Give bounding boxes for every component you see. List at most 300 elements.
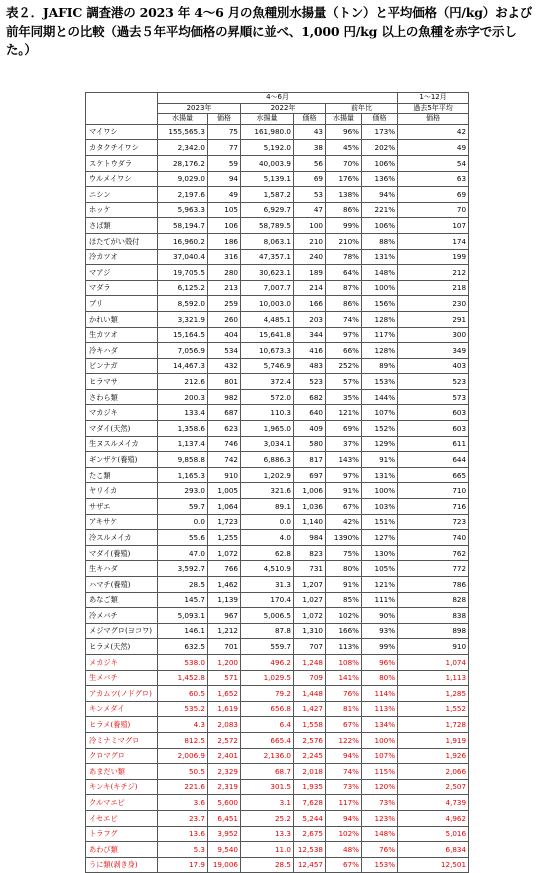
price-2023: 94 — [208, 171, 241, 187]
price-2023: 687 — [208, 405, 241, 421]
price-5yr-avg: 174 — [398, 233, 469, 249]
qty-2022: 321.6 — [241, 483, 294, 499]
qty-2023: 3,321.9 — [158, 311, 208, 327]
price-yoy: 152% — [362, 421, 398, 437]
table-row — [86, 124, 469, 140]
price-5yr-avg: 573 — [398, 389, 469, 405]
qty-2022: 496.2 — [241, 654, 294, 670]
price-2022: 47 — [294, 202, 326, 218]
species-name: うに類(剥き身) — [86, 857, 158, 873]
price-5yr-avg: 710 — [398, 483, 469, 499]
qty-2023: 5,093.1 — [158, 608, 208, 624]
table-row — [86, 452, 469, 468]
price-2022: 984 — [294, 530, 326, 546]
qty-yoy: 42% — [326, 514, 362, 530]
price-2023: 213 — [208, 280, 241, 296]
header-5yr-avg: 過去5年平均 — [398, 103, 469, 114]
qty-2023: 812.5 — [158, 732, 208, 748]
price-2022: 2,245 — [294, 748, 326, 764]
qty-2023: 19,705.5 — [158, 265, 208, 281]
species-name: トラフグ — [86, 826, 158, 842]
price-5yr-avg: 786 — [398, 577, 469, 593]
table-row — [86, 421, 469, 437]
price-2022: 1,310 — [294, 623, 326, 639]
species-name: あなご類 — [86, 592, 158, 608]
price-yoy: 88% — [362, 233, 398, 249]
price-2023: 9,540 — [208, 842, 241, 858]
species-name: マダイ(養殖) — [86, 545, 158, 561]
qty-2023: 221.6 — [158, 779, 208, 795]
qty-yoy: 57% — [326, 374, 362, 390]
qty-2022: 6,929.7 — [241, 202, 294, 218]
species-name: ヒラメ(天然) — [86, 639, 158, 655]
qty-2022: 10,003.0 — [241, 296, 294, 312]
price-yoy: 129% — [362, 436, 398, 452]
qty-yoy: 117% — [326, 795, 362, 811]
species-name: あわび類 — [86, 842, 158, 858]
qty-yoy: 67% — [326, 717, 362, 733]
price-5yr-avg: 1,926 — [398, 748, 469, 764]
table-row — [86, 343, 469, 359]
price-5yr-avg: 1,074 — [398, 654, 469, 670]
species-name: ヒラマサ — [86, 374, 158, 390]
header-qty-yoy: 水揚量 — [326, 114, 362, 125]
qty-2022: 170.4 — [241, 592, 294, 608]
table-row — [86, 530, 469, 546]
header-qty-2022: 水揚量 — [241, 114, 294, 125]
qty-yoy: 138% — [326, 187, 362, 203]
qty-yoy: 80% — [326, 561, 362, 577]
table-row — [86, 140, 469, 156]
qty-2022: 1,965.0 — [241, 421, 294, 437]
price-yoy: 100% — [362, 732, 398, 748]
table-row — [86, 810, 469, 826]
species-name: 冷キハダ — [86, 343, 158, 359]
price-2022: 344 — [294, 327, 326, 343]
table-row — [86, 717, 469, 733]
price-2022: 682 — [294, 389, 326, 405]
species-name: さば類 — [86, 218, 158, 234]
qty-2023: 9,858.8 — [158, 452, 208, 468]
qty-2023: 1,165.3 — [158, 467, 208, 483]
table-row — [86, 155, 469, 171]
price-2022: 1,006 — [294, 483, 326, 499]
table-row — [86, 577, 469, 593]
qty-2022: 30,623.1 — [241, 265, 294, 281]
price-2022: 12,538 — [294, 842, 326, 858]
table-row — [86, 483, 469, 499]
qty-2023: 8,592.0 — [158, 296, 208, 312]
qty-2023: 55.6 — [158, 530, 208, 546]
species-name: ビンナガ — [86, 358, 158, 374]
species-name: カタクチイワシ — [86, 140, 158, 156]
price-yoy: 202% — [362, 140, 398, 156]
price-5yr-avg: 12,501 — [398, 857, 469, 873]
price-2023: 2,401 — [208, 748, 241, 764]
price-yoy: 89% — [362, 358, 398, 374]
table-row — [86, 561, 469, 577]
table-row — [86, 654, 469, 670]
qty-yoy: 37% — [326, 436, 362, 452]
price-2023: 280 — [208, 265, 241, 281]
qty-2023: 155,565.3 — [158, 124, 208, 140]
price-2023: 105 — [208, 202, 241, 218]
table-row — [86, 467, 469, 483]
price-5yr-avg: 665 — [398, 467, 469, 483]
qty-2023: 17.9 — [158, 857, 208, 873]
species-name: ヒラメ(養殖) — [86, 717, 158, 733]
qty-2023: 2,342.0 — [158, 140, 208, 156]
qty-2022: 5,006.5 — [241, 608, 294, 624]
price-2023: 1,212 — [208, 623, 241, 639]
qty-yoy: 70% — [326, 155, 362, 171]
qty-2022: 656.8 — [241, 701, 294, 717]
qty-2022: 28.5 — [241, 857, 294, 873]
qty-2023: 13.6 — [158, 826, 208, 842]
price-2022: 2,675 — [294, 826, 326, 842]
species-name: アカムツ(ノドグロ) — [86, 686, 158, 702]
price-2022: 697 — [294, 467, 326, 483]
price-yoy: 100% — [362, 483, 398, 499]
price-yoy: 106% — [362, 218, 398, 234]
price-2023: 701 — [208, 639, 241, 655]
qty-2022: 665.4 — [241, 732, 294, 748]
price-5yr-avg: 611 — [398, 436, 469, 452]
qty-2023: 5.3 — [158, 842, 208, 858]
qty-yoy: 67% — [326, 499, 362, 515]
price-2022: 1,448 — [294, 686, 326, 702]
qty-2023: 145.7 — [158, 592, 208, 608]
qty-2022: 5,746.9 — [241, 358, 294, 374]
header-period: 4～6月 — [158, 93, 398, 104]
table-row — [86, 842, 469, 858]
price-5yr-avg: 4,739 — [398, 795, 469, 811]
price-5yr-avg: 644 — [398, 452, 469, 468]
species-name: 生ヌスルメイカ — [86, 436, 158, 452]
price-yoy: 221% — [362, 202, 398, 218]
species-name: メカジキ — [86, 654, 158, 670]
price-yoy: 107% — [362, 748, 398, 764]
qty-yoy: 85% — [326, 592, 362, 608]
price-2022: 7,628 — [294, 795, 326, 811]
price-yoy: 107% — [362, 405, 398, 421]
table-row — [86, 795, 469, 811]
price-2022: 580 — [294, 436, 326, 452]
price-2022: 416 — [294, 343, 326, 359]
price-2023: 3,952 — [208, 826, 241, 842]
header-species-cell — [86, 93, 158, 125]
table-row — [86, 311, 469, 327]
qty-2023: 23.7 — [158, 810, 208, 826]
species-name: キンキ(キチジ) — [86, 779, 158, 795]
price-yoy: 105% — [362, 561, 398, 577]
qty-2022: 372.4 — [241, 374, 294, 390]
price-5yr-avg: 212 — [398, 265, 469, 281]
qty-2022: 5,192.0 — [241, 140, 294, 156]
price-2022: 1,207 — [294, 577, 326, 593]
price-2023: 432 — [208, 358, 241, 374]
qty-yoy: 67% — [326, 857, 362, 873]
price-yoy: 90% — [362, 608, 398, 624]
price-yoy: 128% — [362, 343, 398, 359]
price-5yr-avg: 1,919 — [398, 732, 469, 748]
price-2022: 210 — [294, 233, 326, 249]
species-name: 冷カツオ — [86, 249, 158, 265]
table-row — [86, 545, 469, 561]
qty-yoy: 74% — [326, 311, 362, 327]
price-yoy: 148% — [362, 265, 398, 281]
price-2023: 910 — [208, 467, 241, 483]
price-5yr-avg: 403 — [398, 358, 469, 374]
catch-price-table — [85, 92, 469, 873]
header-price-2023: 価格 — [208, 114, 241, 125]
species-name: マダラ — [86, 280, 158, 296]
species-name: マアジ — [86, 265, 158, 281]
price-5yr-avg: 300 — [398, 327, 469, 343]
qty-2023: 2,197.6 — [158, 187, 208, 203]
price-yoy: 91% — [362, 452, 398, 468]
price-2022: 38 — [294, 140, 326, 156]
price-2022: 69 — [294, 171, 326, 187]
qty-yoy: 141% — [326, 670, 362, 686]
header-2023: 2023年 — [158, 103, 241, 114]
species-name: ニシン — [86, 187, 158, 203]
table-row — [86, 218, 469, 234]
table-row — [86, 280, 469, 296]
qty-2022: 161,980.0 — [241, 124, 294, 140]
table-row — [86, 265, 469, 281]
price-5yr-avg: 70 — [398, 202, 469, 218]
qty-2023: 538.0 — [158, 654, 208, 670]
qty-2023: 15,164.5 — [158, 327, 208, 343]
table-row — [86, 670, 469, 686]
qty-2022: 2,136.0 — [241, 748, 294, 764]
species-name: 生カツオ — [86, 327, 158, 343]
header-yoy: 前年比 — [326, 103, 398, 114]
qty-yoy: 97% — [326, 467, 362, 483]
table-row — [86, 748, 469, 764]
table-caption: 表２．JAFIC 調査港の 2023 年 4～6 月の魚種別水揚量（トン）と平均価格（円/kg）および前年同期との比較（過去５年平均価格の昇順に並べ、1,000 円/kg 以上の魚種を赤字で示した。） — [6, 5, 532, 58]
table-row — [86, 358, 469, 374]
price-5yr-avg: 2,066 — [398, 764, 469, 780]
price-5yr-avg: 1,113 — [398, 670, 469, 686]
species-name: たこ類 — [86, 467, 158, 483]
species-name: マイワシ — [86, 124, 158, 140]
table-row — [86, 389, 469, 405]
qty-2022: 559.7 — [241, 639, 294, 655]
price-2022: 5,244 — [294, 810, 326, 826]
qty-yoy: 86% — [326, 296, 362, 312]
price-5yr-avg: 723 — [398, 514, 469, 530]
qty-2022: 58,789.5 — [241, 218, 294, 234]
species-name: キンメダイ — [86, 701, 158, 717]
qty-2023: 535.2 — [158, 701, 208, 717]
price-2022: 1,036 — [294, 499, 326, 515]
qty-yoy: 78% — [326, 249, 362, 265]
table-row — [86, 857, 469, 873]
qty-yoy: 75% — [326, 545, 362, 561]
species-name: ヤリイカ — [86, 483, 158, 499]
qty-2023: 5,963.3 — [158, 202, 208, 218]
qty-2023: 1,137.4 — [158, 436, 208, 452]
price-2022: 12,457 — [294, 857, 326, 873]
table-row — [86, 327, 469, 343]
qty-2022: 1,202.9 — [241, 467, 294, 483]
qty-2022: 10,673.3 — [241, 343, 294, 359]
table-row — [86, 686, 469, 702]
table-row — [86, 623, 469, 639]
qty-2022: 8,063.1 — [241, 233, 294, 249]
price-yoy: 103% — [362, 499, 398, 515]
table-row — [86, 374, 469, 390]
price-yoy: 148% — [362, 826, 398, 842]
table-body — [86, 124, 469, 873]
qty-2023: 632.5 — [158, 639, 208, 655]
price-yoy: 136% — [362, 171, 398, 187]
price-2023: 1,652 — [208, 686, 241, 702]
price-5yr-avg: 898 — [398, 623, 469, 639]
qty-yoy: 76% — [326, 686, 362, 702]
qty-2023: 146.1 — [158, 623, 208, 639]
qty-2023: 133.4 — [158, 405, 208, 421]
qty-2023: 2,006.9 — [158, 748, 208, 764]
price-yoy: 156% — [362, 296, 398, 312]
qty-2022: 79.2 — [241, 686, 294, 702]
species-name: 冷メバチ — [86, 608, 158, 624]
qty-2023: 3,592.7 — [158, 561, 208, 577]
qty-2022: 3,034.1 — [241, 436, 294, 452]
header-row-period — [86, 93, 469, 104]
qty-2022: 40,003.9 — [241, 155, 294, 171]
price-yoy: 114% — [362, 686, 398, 702]
qty-2022: 4.0 — [241, 530, 294, 546]
qty-2022: 25.2 — [241, 810, 294, 826]
species-name: メジマグロ(ヨコワ) — [86, 623, 158, 639]
price-2023: 59 — [208, 155, 241, 171]
header-price-2022: 価格 — [294, 114, 326, 125]
qty-2023: 28,176.2 — [158, 155, 208, 171]
price-5yr-avg: 230 — [398, 296, 469, 312]
price-yoy: 131% — [362, 467, 398, 483]
price-yoy: 151% — [362, 514, 398, 530]
price-5yr-avg: 42 — [398, 124, 469, 140]
price-5yr-avg: 4,962 — [398, 810, 469, 826]
price-5yr-avg: 107 — [398, 218, 469, 234]
header-annual: 1～12月 — [398, 93, 469, 104]
price-5yr-avg: 349 — [398, 343, 469, 359]
table-row — [86, 779, 469, 795]
qty-yoy: 122% — [326, 732, 362, 748]
qty-yoy: 66% — [326, 343, 362, 359]
species-name: ホッケ — [86, 202, 158, 218]
price-5yr-avg: 2,507 — [398, 779, 469, 795]
qty-2023: 6,125.2 — [158, 280, 208, 296]
price-2023: 316 — [208, 249, 241, 265]
qty-2022: 68.7 — [241, 764, 294, 780]
qty-yoy: 35% — [326, 389, 362, 405]
price-2023: 1,200 — [208, 654, 241, 670]
price-yoy: 131% — [362, 249, 398, 265]
price-2023: 2,329 — [208, 764, 241, 780]
price-yoy: 80% — [362, 670, 398, 686]
species-name: サザエ — [86, 499, 158, 515]
qty-2023: 16,960.2 — [158, 233, 208, 249]
price-2022: 823 — [294, 545, 326, 561]
table-row — [86, 296, 469, 312]
species-name: かれい類 — [86, 311, 158, 327]
price-5yr-avg: 740 — [398, 530, 469, 546]
table-row — [86, 202, 469, 218]
qty-2023: 47.0 — [158, 545, 208, 561]
price-5yr-avg: 5,016 — [398, 826, 469, 842]
qty-yoy: 69% — [326, 421, 362, 437]
species-name: 冷ミナミマグロ — [86, 732, 158, 748]
price-5yr-avg: 1,285 — [398, 686, 469, 702]
qty-2023: 200.3 — [158, 389, 208, 405]
species-name: マダイ(天然) — [86, 421, 158, 437]
price-2023: 1,139 — [208, 592, 241, 608]
price-2022: 731 — [294, 561, 326, 577]
qty-yoy: 91% — [326, 577, 362, 593]
price-5yr-avg: 291 — [398, 311, 469, 327]
table-row — [86, 436, 469, 452]
qty-yoy: 102% — [326, 826, 362, 842]
qty-2022: 47,357.1 — [241, 249, 294, 265]
price-5yr-avg: 69 — [398, 187, 469, 203]
species-name: さわら類 — [86, 389, 158, 405]
species-name: マカジキ — [86, 405, 158, 421]
price-2023: 801 — [208, 374, 241, 390]
species-name: クロマグロ — [86, 748, 158, 764]
qty-2022: 15,641.8 — [241, 327, 294, 343]
price-2023: 982 — [208, 389, 241, 405]
species-name: スケトウダラ — [86, 155, 158, 171]
price-2023: 77 — [208, 140, 241, 156]
table-row — [86, 608, 469, 624]
qty-2022: 13.3 — [241, 826, 294, 842]
price-2023: 766 — [208, 561, 241, 577]
price-yoy: 117% — [362, 327, 398, 343]
price-5yr-avg: 199 — [398, 249, 469, 265]
price-5yr-avg: 1,728 — [398, 717, 469, 733]
price-2022: 1,248 — [294, 654, 326, 670]
price-5yr-avg: 54 — [398, 155, 469, 171]
qty-2023: 3.6 — [158, 795, 208, 811]
qty-2023: 28.5 — [158, 577, 208, 593]
price-2023: 106 — [208, 218, 241, 234]
qty-2022: 62.8 — [241, 545, 294, 561]
price-2022: 409 — [294, 421, 326, 437]
header-qty-2023: 水揚量 — [158, 114, 208, 125]
qty-2023: 212.6 — [158, 374, 208, 390]
qty-2023: 60.5 — [158, 686, 208, 702]
price-2022: 709 — [294, 670, 326, 686]
qty-2023: 1,452.8 — [158, 670, 208, 686]
qty-2023: 50.5 — [158, 764, 208, 780]
price-2023: 2,083 — [208, 717, 241, 733]
price-2023: 1,072 — [208, 545, 241, 561]
price-yoy: 100% — [362, 280, 398, 296]
price-2023: 1,255 — [208, 530, 241, 546]
price-yoy: 96% — [362, 654, 398, 670]
price-2022: 1,072 — [294, 608, 326, 624]
qty-yoy: 94% — [326, 748, 362, 764]
qty-yoy: 87% — [326, 280, 362, 296]
price-2022: 523 — [294, 374, 326, 390]
price-2023: 2,319 — [208, 779, 241, 795]
qty-yoy: 74% — [326, 764, 362, 780]
qty-yoy: 64% — [326, 265, 362, 281]
